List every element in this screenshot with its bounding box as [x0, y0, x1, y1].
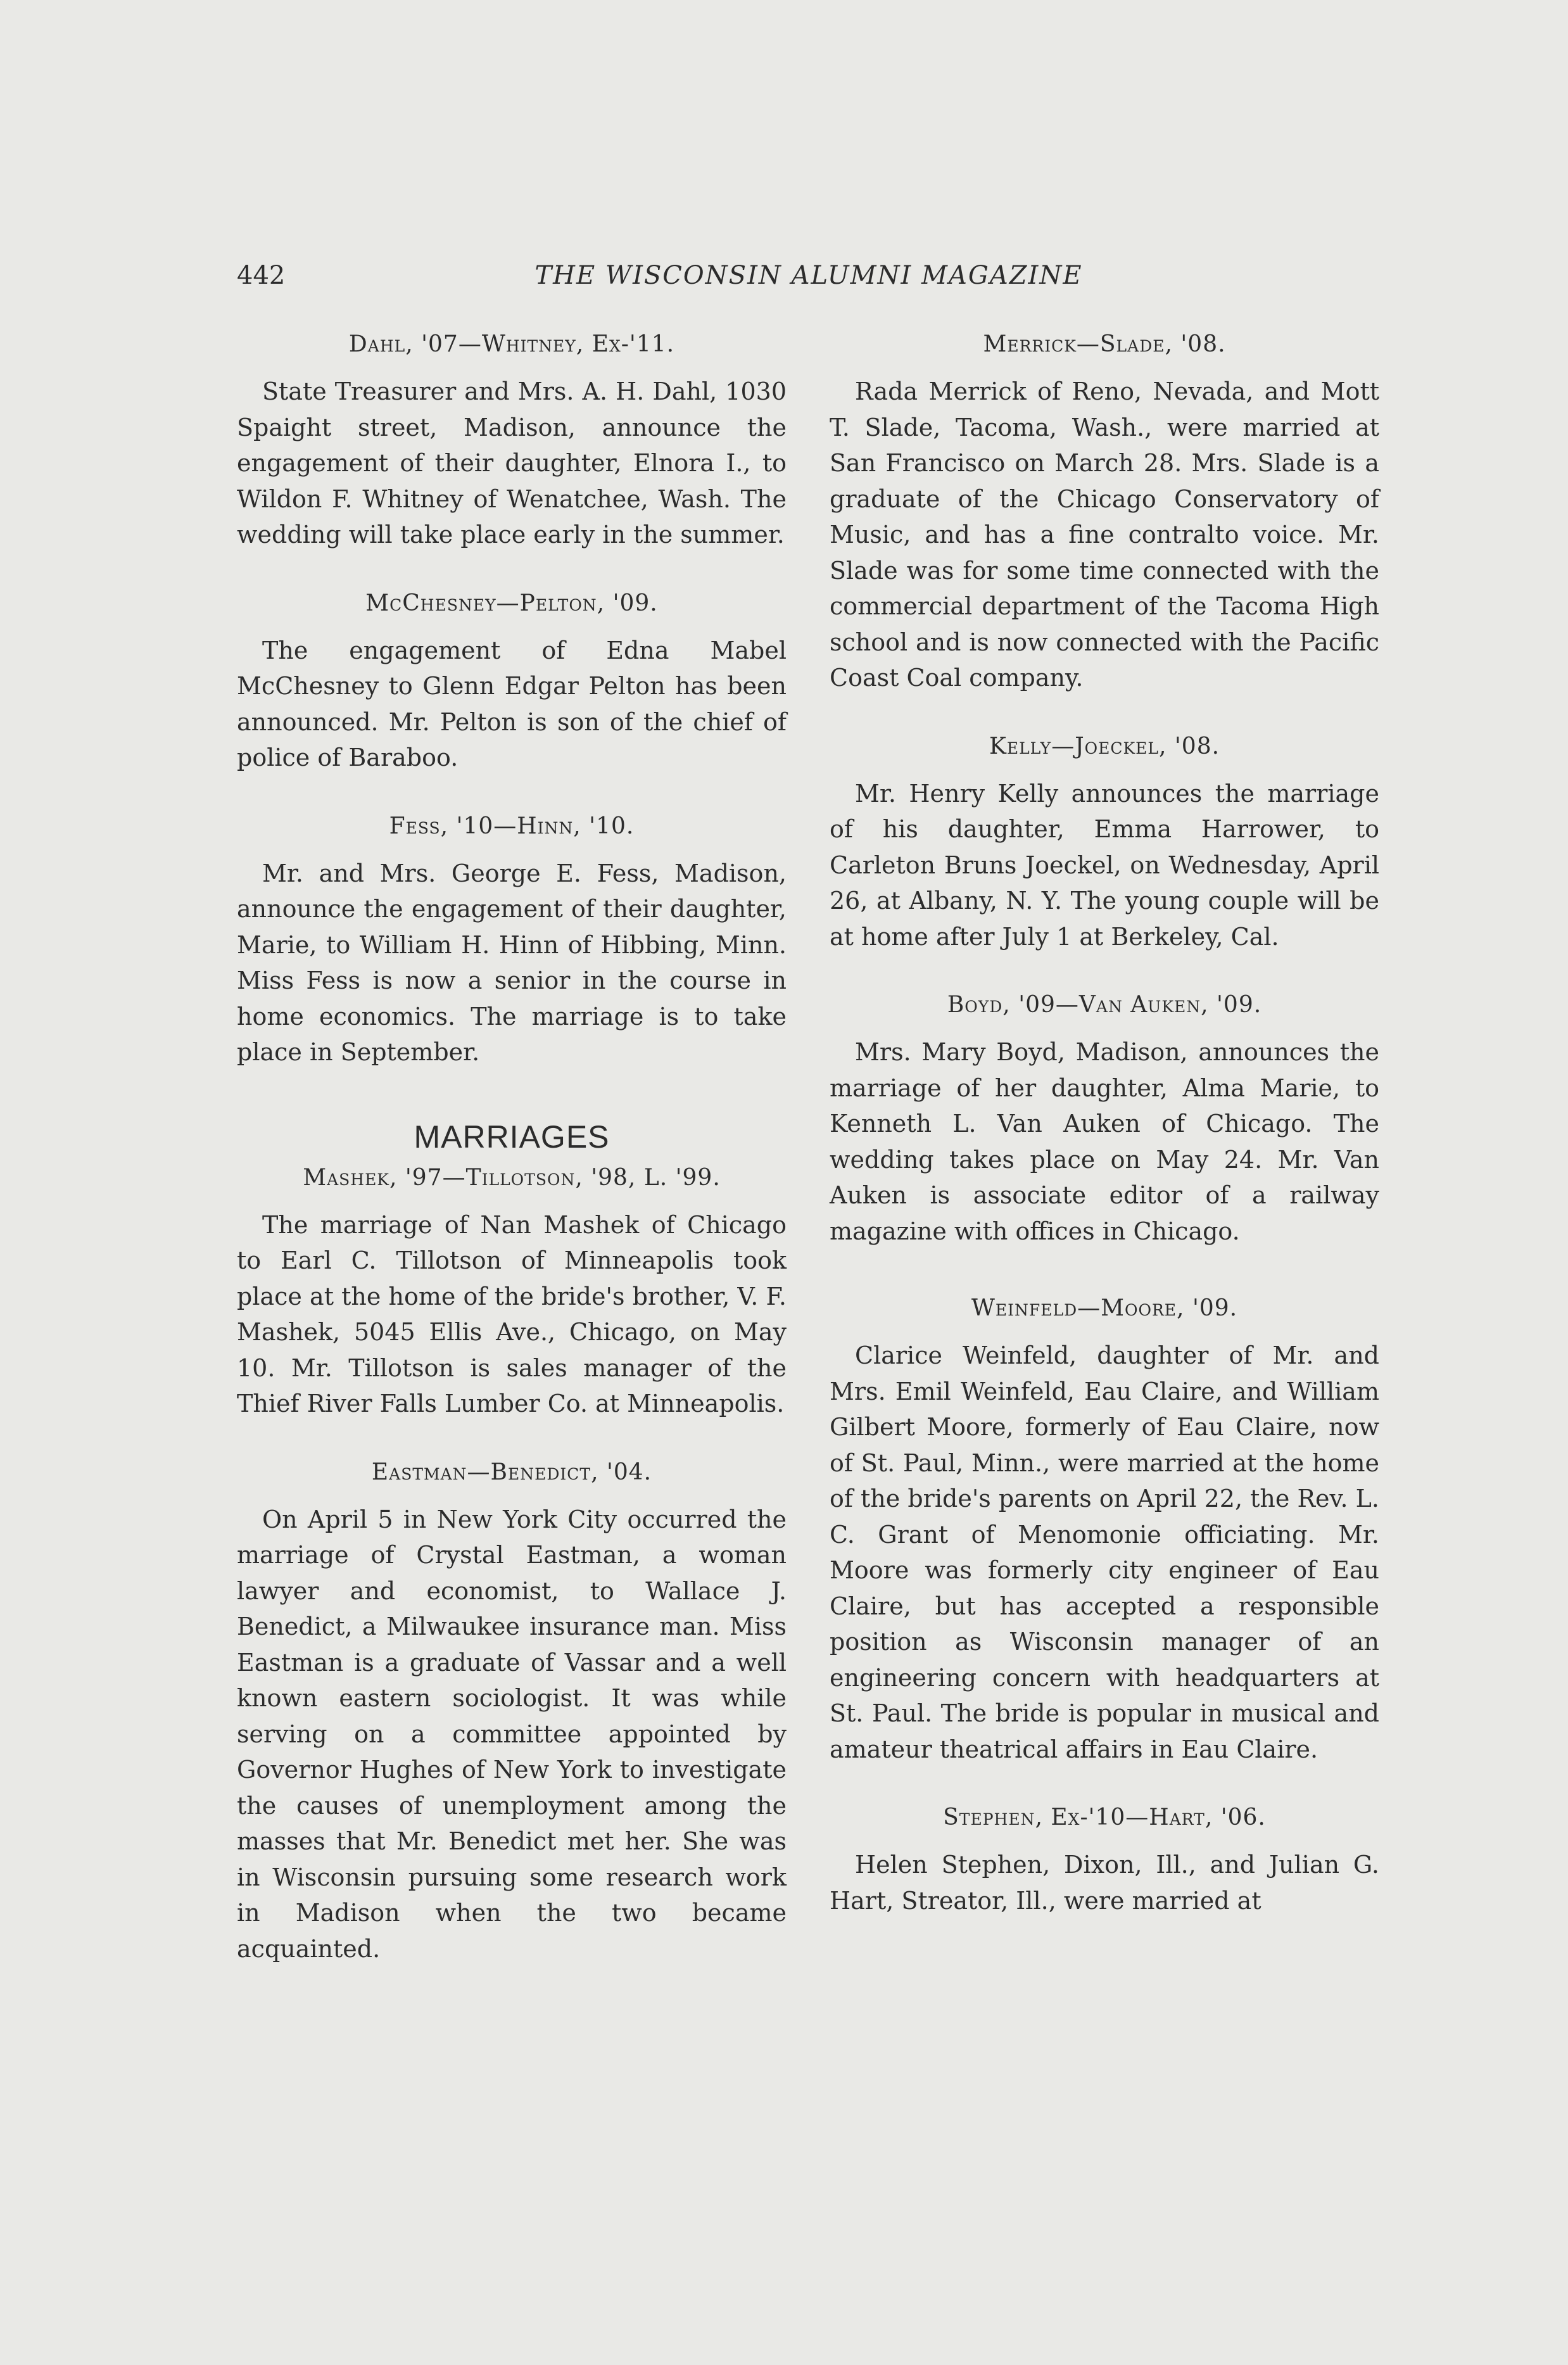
right-column [830, 329, 1379, 1918]
marriages-heading: MARRIAGES [414, 1119, 610, 1155]
left-column [237, 329, 787, 1967]
section-heading: Dahl, '07—Whitney, Ex-'11. [348, 331, 675, 357]
marriage-stephen-hart [830, 1803, 1379, 1918]
section-body: State Treasurer and Mrs. A. H. Dahl, 1030 Spaight street, Madison, announce the engagement of their daughter, Elnora I., to Wildon F. Whitney of Wenatchee, Wash. The wedding will take place early in the summer. [237, 377, 787, 548]
section-body: Mrs. Mary Boyd, Madison, announces the marriage of her daughter, Alma Marie, to Kenneth L. Van Auken of Chicago. The wedding takes place on May 24. Mr. Van Auken is associate editor of a railway magazine with offices in Chicago. [830, 1038, 1379, 1245]
marriage-weinfeld-moore [830, 1293, 1379, 1767]
section-heading: Kelly—Joeckel, '08. [989, 733, 1220, 759]
section-body: Mr. and Mrs. George E. Fess, Madison, announce the engagement of their daughter, Marie, to William H. Hinn of Hibbing, Minn. Miss Fess is now a senior in the course in home economics. The marriage is to take place in September. [237, 859, 787, 1066]
page-header [237, 261, 1381, 299]
section-body: On April 5 in New York City occurred the marriage of Crystal Eastman, a woman lawyer and economist, to Wallace J. Benedict, a Milwaukee insurance man. Miss Eastman is a graduate of Vassar and a well known eastern sociologist. It was while serving on a committee appointed by Governor Hughes of New York to investigate the causes of unemployment among the masses that Mr. Benedict met her. She was in Wisconsin pursuing some research work in Madison when the two became acquainted. [237, 1505, 787, 1963]
section-body: The marriage of Nan Mashek of Chicago to Earl C. Tillotson of Minneapolis took place at the home of the bride's brother, V. F. Mashek, 5045 Ellis Ave., Chicago, on May 10. Mr. Tillotson is sales manager of the Thief River Falls Lumber Co. at Minneapolis. [237, 1210, 787, 1417]
section-body: Mr. Henry Kelly announces the marriage of his daughter, Emma Harrower, to Carleton Bruns Joeckel, on Wednesday, April 26, at Albany, N. Y. The young couple will be at home after July 1 at Berkeley, Cal. [830, 779, 1379, 951]
page-number: 442 [237, 261, 286, 290]
announcement-dahl-whitney [237, 329, 787, 553]
marriage-kelly-joeckel [830, 732, 1379, 955]
section-body: Clarice Weinfeld, daughter of Mr. and Mrs. Emil Weinfeld, Eau Claire, and William Gilbert Moore, formerly of Eau Claire, now of St. Paul, Minn., were married at the home of the bride's parents on April 22, the Rev. L. C. Grant of Menomonie officiating. Mr. Moore was formerly city engineer of Eau Claire, but has accepted a responsible position as Wisconsin manager of an engineering concern with headquarters at St. Paul. The bride is popular in musical and amateur theatrical affairs in Eau Claire. [830, 1341, 1379, 1763]
marriage-merrick-slade [830, 329, 1379, 696]
marriage-mashek-tillotson [237, 1163, 787, 1422]
section-heading: Boyd, '09—Van Auken, '09. [947, 992, 1262, 1018]
section-heading: Stephen, Ex-'10—Hart, '06. [943, 1804, 1266, 1830]
announcement-fess-hinn [237, 811, 787, 1070]
marriage-eastman-benedict [237, 1457, 787, 1967]
section-heading: Weinfeld—Moore, '09. [971, 1295, 1238, 1321]
marriage-boyd-vanauken [830, 990, 1379, 1249]
section-heading: Merrick—Slade, '08. [983, 331, 1226, 357]
magazine-title: THE WISCONSIN ALUMNI MAGAZINE [534, 261, 1083, 290]
section-body: Rada Merrick of Reno, Nevada, and Mott T. Slade, Tacoma, Wash., were married at San Francisco on March 28. Mrs. Slade is a graduate of the Chicago Conservatory of Music, and has a fine contralto voice. Mr. Slade was for some time connected with the commercial department of the Tacoma High school and is now connected with the Pacific Coast Coal company. [830, 377, 1379, 692]
section-heading: Fess, '10—Hinn, '10. [389, 813, 635, 839]
section-body: The engagement of Edna Mabel McChesney to Glenn Edgar Pelton has been announced. Mr. Pelton is son of the chief of police of Baraboo. [237, 636, 787, 771]
section-body: Helen Stephen, Dixon, Ill., and Julian G. Hart, Streator, Ill., were married at [830, 1851, 1379, 1915]
section-heading: McChesney—Pelton, '09. [365, 590, 658, 616]
announcement-mcchesney-pelton [237, 588, 787, 776]
section-heading: Eastman—Benedict, '04. [371, 1459, 652, 1485]
section-heading: Mashek, '97—Tillotson, '98, L. '99. [303, 1164, 721, 1191]
